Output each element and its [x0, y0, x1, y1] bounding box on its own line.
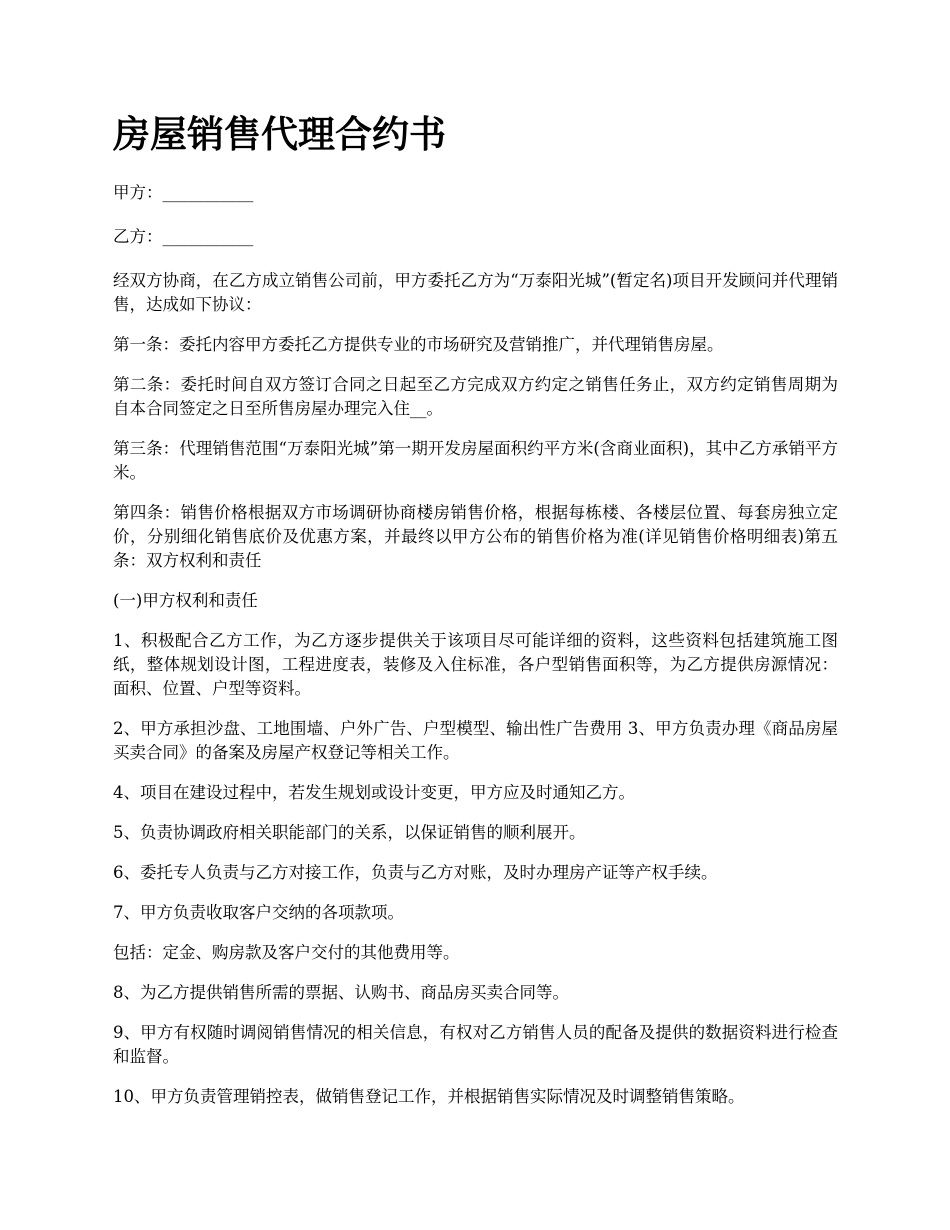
- clause-9-paragraph: 9、甲方有权随时调阅销售情况的相关信息，有权对乙方销售人员的配备及提供的数据资料进行检查和监督。: [113, 1023, 838, 1066]
- clause-5-paragraph: 5、负责协调政府相关职能部门的关系，以保证销售的顺利展开。: [113, 823, 586, 842]
- intro-paragraph: 经双方协商，在乙方成立销售公司前，甲方委托乙方为“万泰阳光城”(暂定名)项目开发顾问并代理销售，达成如下协议：: [113, 271, 838, 314]
- clause-7-detail-paragraph: 包括：定金、购房款及客户交付的其他费用等。: [113, 943, 460, 962]
- clause-7-paragraph: 7、甲方负责收取客户交纳的各项款项。: [113, 903, 404, 922]
- party-a-line: 甲方：___________: [113, 183, 254, 202]
- article-3-paragraph: 第三条：代理销售范围“万泰阳光城”第一期开发房屋面积约平方米(含商业面积)，其中乙方承销平方米。: [113, 439, 838, 482]
- document-title: 房屋销售代理合约书: [113, 113, 446, 156]
- section-heading-party-a-rights: (一)甲方权利和责任: [113, 591, 258, 610]
- clause-2-3-paragraph: 2、甲方承担沙盘、工地围墙、户外广告、户型模型、输出性广告费用 3、甲方负责办理《商品房屋买卖合同》的备案及房屋产权登记等相关工作。: [113, 719, 838, 762]
- party-b-line: 乙方：___________: [113, 227, 254, 246]
- clause-4-paragraph: 4、项目在建设过程中，若发生规划或设计变更，甲方应及时通知乙方。: [113, 783, 635, 802]
- clause-6-paragraph: 6、委托专人负责与乙方对接工作，负责与乙方对账，及时办理房产证等产权手续。: [113, 863, 718, 882]
- article-2-paragraph: 第二条：委托时间自双方签订合同之日起至乙方完成双方约定之销售任务止，双方约定销售周期为自本合同签定之日至所售房屋办理完入住__。: [113, 375, 838, 418]
- clause-8-paragraph: 8、为乙方提供销售所需的票据、认购书、商品房买卖合同等。: [113, 983, 569, 1002]
- clause-10-paragraph: 10、甲方负责管理销控表，做销售登记工作，并根据销售实际情况及时调整销售策略。: [113, 1087, 745, 1106]
- clause-1-paragraph: 1、积极配合乙方工作，为乙方逐步提供关于该项目尽可能详细的资料，这些资料包括建筑施工图纸，整体规划设计图，工程进度表，装修及入住标准，各户型销售面积等，为乙方提供房源情况：面积、位置、户型等资料。: [113, 631, 838, 698]
- article-1-paragraph: 第一条：委托内容甲方委托乙方提供专业的市场研究及营销推广，并代理销售房屋。: [113, 335, 724, 354]
- article-4-paragraph: 第四条：销售价格根据双方市场调研协商楼房销售价格，根据每栋楼、各楼层位置、每套房独立定价，分别细化销售底价及优惠方案，并最终以甲方公布的销售价格为准(详见销售价格明细表)第五条：双方权利和责任: [113, 503, 838, 570]
- document-body: [113, 181, 838, 1125]
